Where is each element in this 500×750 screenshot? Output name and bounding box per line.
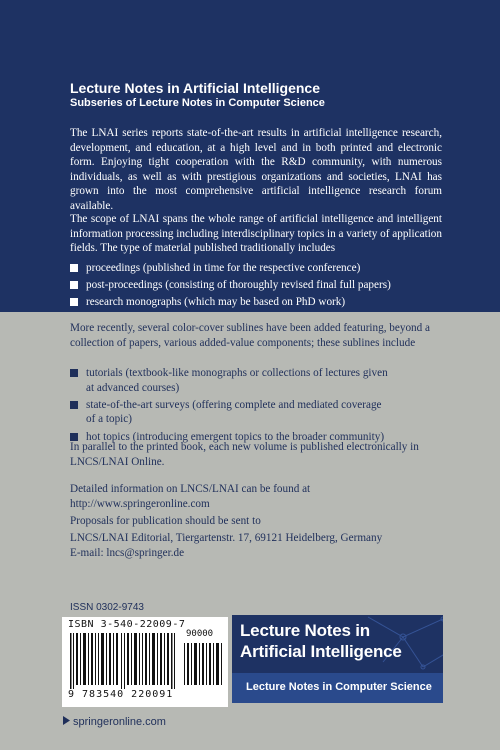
series-title: Lecture Notes in Artificial Intelligence (70, 80, 320, 96)
bullet-icon (70, 281, 78, 289)
intro-paragraph-2: The scope of LNAI spans the whole range of artificial intelligence and intelligent information processing including interdisciplinary topics in a variety of application fields. The type of material published traditionally includes (70, 213, 442, 255)
publisher-link[interactable]: springeronline.com (63, 716, 166, 728)
series-logo (232, 615, 443, 703)
sublines-paragraph: More recently, several color-cover sublines have been added featuring, beyond a collection of papers, various added-value components; these sublines include (70, 322, 431, 349)
material-list (70, 261, 391, 313)
isbn-barcode (62, 617, 228, 707)
email-link[interactable]: E-mail: lncs@springer.de (70, 546, 185, 559)
detailed-info: Detailed information on LNCS/LNAI can be found at http://www.springeronline.com (70, 482, 442, 511)
arrow-right-icon (63, 716, 70, 728)
isbn-label: ISBN 3-540-22009-7 (68, 619, 186, 630)
barcode-addon: 90000 (186, 629, 214, 639)
series-subtitle: Subseries of Lecture Notes in Computer Science (70, 97, 325, 109)
editorial-address: LNCS/LNAI Editorial, Tiergartenstr. 17, 69121 Heidelberg, Germany E-mail: lncs@springer.de (70, 531, 442, 560)
intro-paragraph-1: The LNAI series reports state-of-the-art results in artificial intelligence research, development, and education, at a high level and in both printed and electronic form. Enjoying tight cooperation with the R&D community, with numerous individuals, as well as with prestigious organizations and societies, LNAI has grown into the most comprehensive artificial intelligence research forum available. (70, 127, 442, 212)
bullet-icon (70, 369, 78, 377)
list-item: hot topics (introducing emergent topics to the broader community) (70, 430, 388, 445)
list-item: post-proceedings (consisting of thoroughly revised final full papers) (70, 278, 391, 293)
sublines-list (70, 366, 388, 447)
springer-url-link[interactable]: http://www.springeronline.com (70, 497, 210, 510)
bullet-icon (70, 264, 78, 272)
logo-line-3: Lecture Notes in Computer Science (246, 681, 432, 693)
online-paragraph: In parallel to the printed book, each new volume is published electronically in LNCS/LNAI Online. (70, 441, 419, 468)
logo-line-2: Artificial Intelligence (240, 642, 402, 661)
logo-line-1: Lecture Notes in (240, 621, 370, 640)
barcode-icon (66, 633, 226, 689)
bullet-icon (70, 298, 78, 306)
list-item: proceedings (published in time for the respective conference) (70, 261, 391, 276)
issn-number: ISSN 0302-9743 (70, 602, 144, 613)
barcode-digits: 9 783540 220091 (68, 689, 174, 700)
list-item: state-of-the-art surveys (offering complete and mediated coverage of a topic) (70, 398, 388, 427)
bullet-icon (70, 401, 78, 409)
proposals-line: Proposals for publication should be sent to (70, 515, 261, 527)
list-item: research monographs (which may be based on PhD work) (70, 295, 391, 310)
list-item: tutorials (textbook-like monographs or collections of lectures given at advanced courses) (70, 366, 388, 395)
